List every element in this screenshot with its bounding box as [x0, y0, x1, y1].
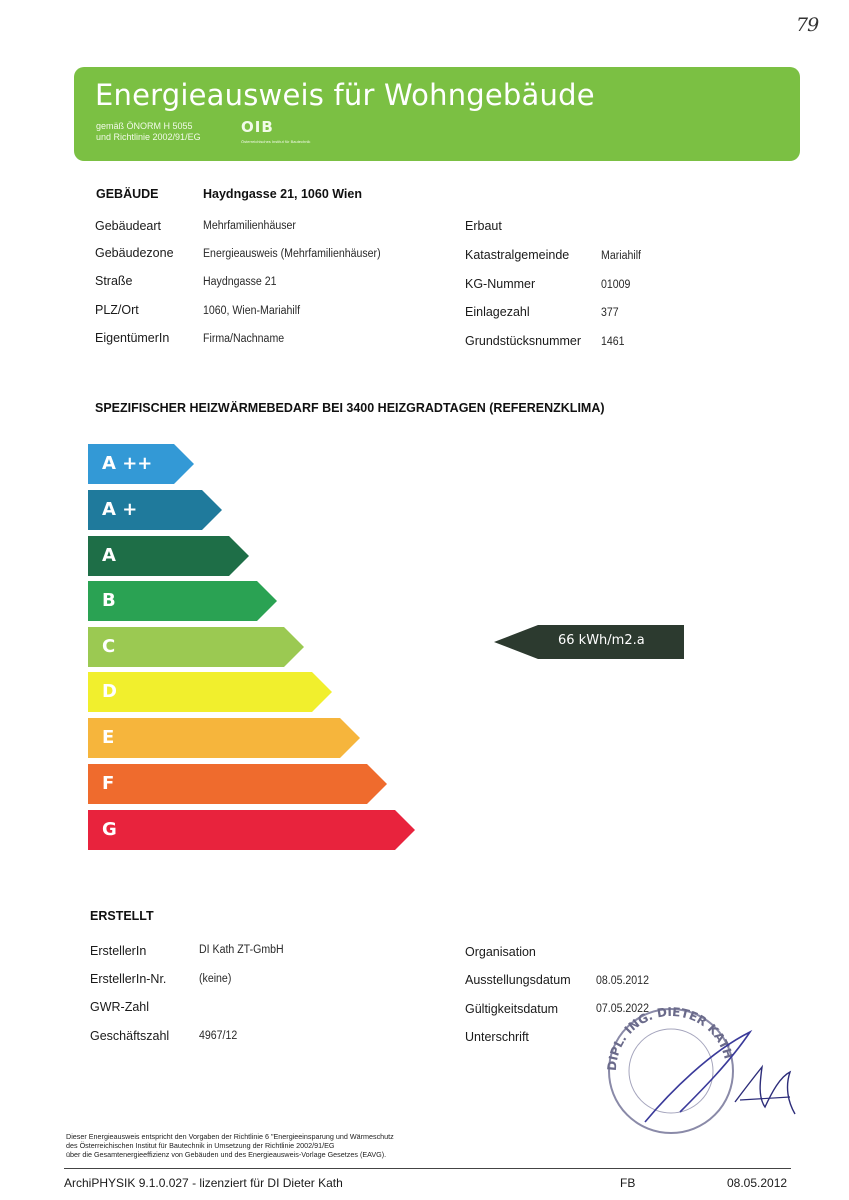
plot-number-value: 1461	[601, 336, 625, 348]
zip-city-value: 1060, Wien-Mariahilf	[203, 305, 301, 317]
energy-class-label: D	[102, 681, 117, 702]
energy-class-bar-e	[88, 718, 360, 758]
bar-arrow-shape	[88, 672, 332, 712]
plot-number-label: Grundstücksnummer	[465, 334, 582, 348]
energy-class-bar-d	[88, 672, 332, 712]
building-type-label: Gebäudeart	[95, 219, 162, 233]
file-number-value: 4967/12	[199, 1030, 238, 1042]
energy-class-label: C	[102, 636, 116, 657]
heating-demand-heading: SPEZIFISCHER HEIZWÄRMEBEDARF BEI 3400 HEIZGRADTAGEN (REFERENZKLIMA)	[95, 401, 605, 415]
owner-value: Firma/Nachname	[203, 333, 285, 345]
software-license: ArchiPHYSIK 9.1.0.027 - lizenziert für DI Dieter Kath	[64, 1176, 343, 1190]
energy-class-label: A +	[102, 499, 138, 520]
kg-number-value: 01009	[601, 279, 631, 291]
signature	[640, 1022, 800, 1132]
heating-demand-indicator	[494, 625, 684, 659]
section-building-label: GEBÄUDE	[96, 187, 159, 201]
valid-until-label: Gültigkeitsdatum	[465, 1002, 559, 1016]
stamp-text: DIPL. ING. DIETER KATH	[604, 1004, 736, 1072]
bar-arrow-shape	[88, 627, 304, 667]
energy-class-bar-a-plus	[88, 490, 222, 530]
organisation-label: Organisation	[465, 945, 536, 959]
cadastral-community-label: Katastralgemeinde	[465, 248, 570, 262]
energy-class-label: G	[102, 819, 117, 840]
deposit-number-label: Einlagezahl	[465, 305, 530, 319]
signature-label: Unterschrift	[465, 1030, 529, 1044]
creator-number-value: (keine)	[199, 973, 232, 985]
zip-city-label: PLZ/Ort	[95, 303, 139, 317]
building-type-value: Mehrfamilienhäuser	[203, 220, 296, 232]
author-initials: FB	[620, 1176, 636, 1190]
bar-arrow-shape	[88, 764, 387, 804]
bar-arrow-shape	[88, 810, 415, 850]
document-title: Energieausweis für Wohngebäude	[95, 78, 595, 112]
energy-class-label: A ++	[102, 453, 153, 474]
creator-number-label: ErstellerIn-Nr.	[90, 972, 167, 986]
building-zone-value: Energieausweis (Mehrfamilienhäuser)	[203, 248, 381, 260]
footer-date: 08.05.2012	[727, 1176, 788, 1190]
norm-line-2: und Richtlinie 2002/91/EG	[96, 132, 201, 142]
file-number-label: Geschäftszahl	[90, 1029, 170, 1043]
street-value: Haydngasse 21	[203, 276, 277, 288]
energy-class-label: E	[102, 727, 115, 748]
energy-class-bar-b	[88, 581, 277, 621]
energy-class-bar-c	[88, 627, 304, 667]
heating-demand-value: 66 kWh/m2.a	[558, 633, 645, 648]
norm-line-1: gemäß ÖNORM H 5055	[96, 121, 193, 131]
bar-arrow-shape	[88, 581, 277, 621]
oib-logo-subtext: Österreichisches Institut für Bautechnik	[241, 139, 311, 144]
bar-arrow-shape	[88, 718, 360, 758]
energy-class-bar-a-plus-plus	[88, 444, 194, 484]
issue-date-value: 08.05.2012	[596, 975, 649, 987]
footer-divider	[64, 1168, 791, 1169]
gwr-number-label: GWR-Zahl	[90, 1000, 150, 1014]
page-number: 79	[796, 14, 819, 36]
building-address: Haydngasse 21, 1060 Wien	[203, 187, 362, 201]
energy-class-label: F	[102, 773, 115, 794]
energy-class-bar-g	[88, 810, 415, 850]
oib-logo: OIB	[241, 118, 274, 136]
built-label: Erbaut	[465, 219, 502, 233]
building-zone-label: Gebäudezone	[95, 246, 174, 260]
issue-date-label: Ausstellungsdatum	[465, 973, 571, 987]
energy-class-bar-f	[88, 764, 387, 804]
energy-class-label: B	[102, 590, 116, 611]
owner-label: EigentümerIn	[95, 331, 170, 345]
kg-number-label: KG-Nummer	[465, 277, 536, 291]
creator-value: DI Kath ZT-GmbH	[199, 944, 284, 956]
valid-until-value: 07.05.2022	[596, 1003, 649, 1015]
norm-reference	[96, 121, 201, 143]
energy-class-label: A	[102, 545, 116, 566]
deposit-number-value: 377	[601, 307, 619, 319]
street-label: Straße	[95, 274, 133, 288]
section-created-label: ERSTELLT	[90, 909, 154, 923]
cadastral-community-value: Mariahilf	[601, 250, 641, 262]
creator-label: ErstellerIn	[90, 944, 147, 958]
energy-class-bar-a	[88, 536, 249, 576]
legal-note: Dieser Energieausweis entspricht den Vorgaben der Richtlinie 6 "Energieeinsparung und Wärmeschutz des Österreichischen Institut für Bautechnik in Umsetzung der Richtlinie 2002/91/EG über die Gesamtenergieeffizienz von Gebäuden und des Energieausweis-Vorlage Gesetzes (EAVG).	[66, 1132, 394, 1159]
